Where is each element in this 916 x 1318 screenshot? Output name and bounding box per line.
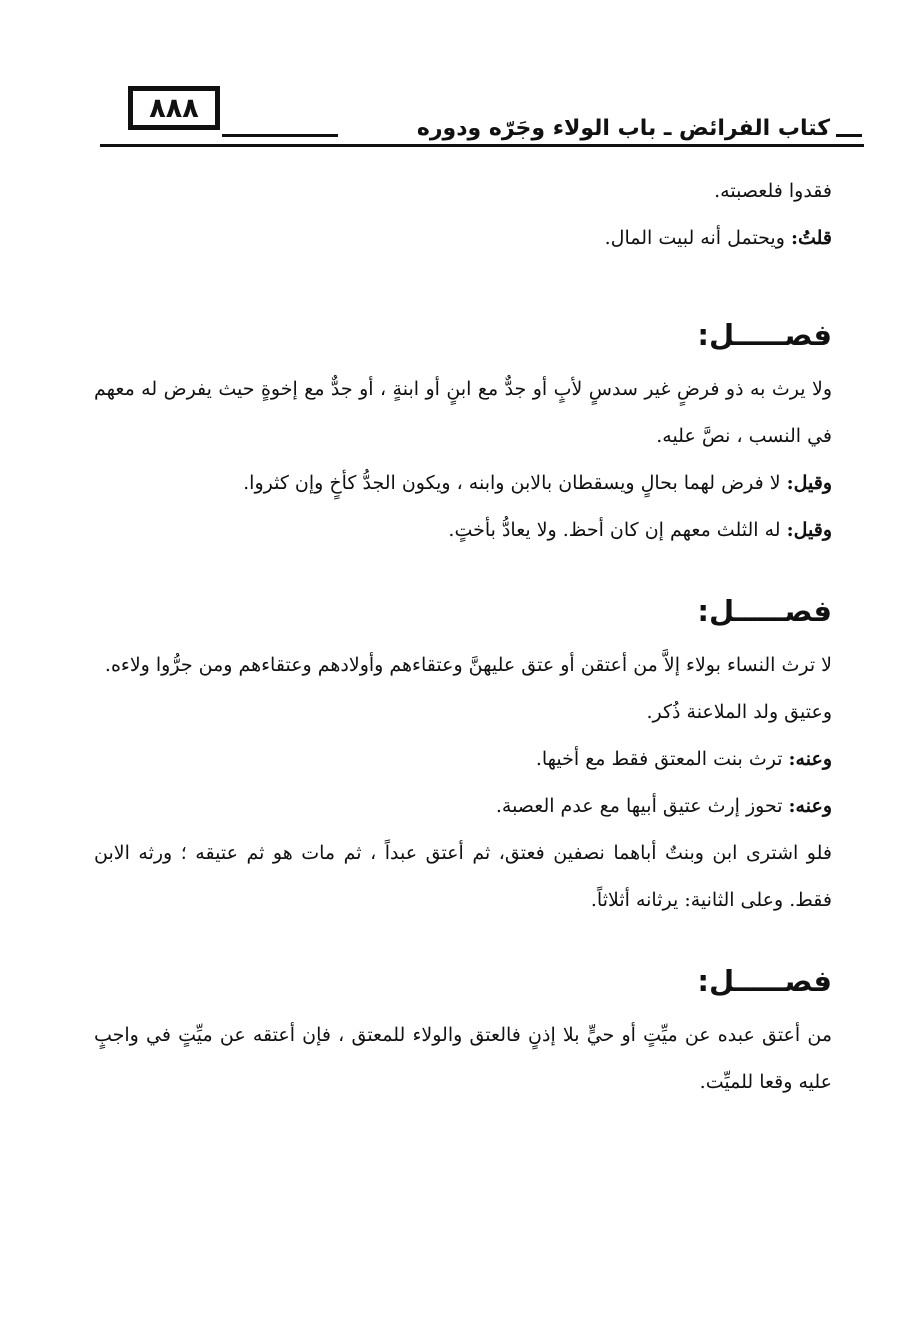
header-dash-left bbox=[222, 134, 338, 137]
paragraph-text: له الثلث معهم إن كان أحظ. ولا يعادُّ بأختٍ. bbox=[448, 519, 787, 541]
paragraph: لا ترث النساء بولاء إلاَّ من أعتقن أو عتق عليهنَّ وعتقاءهم وأولادهم وعتقاءهم ومن جرُّوا ولاءه. bbox=[104, 654, 832, 676]
paragraph-label: وعنه: bbox=[788, 748, 832, 770]
section-heading: فصـــــل: bbox=[697, 318, 832, 352]
paragraph-text: لا فرض لهما بحالٍ ويسقطان بالابن وابنه ، ويكون الجدُّ كأخٍ وإن كثروا. bbox=[243, 472, 787, 494]
paragraph: وعتيق ولد الملاعنة ذُكر. bbox=[646, 701, 832, 723]
paragraph-text: ويحتمل أنه لبيت المال. bbox=[604, 227, 791, 249]
page-body bbox=[94, 168, 832, 1106]
paragraph-label: وعنه: bbox=[788, 795, 832, 817]
paragraph-label: وقيل: bbox=[786, 472, 832, 494]
paragraph bbox=[94, 215, 832, 262]
header-dash-right bbox=[836, 134, 862, 137]
running-title: كتاب الفرائض ـ باب الولاء وجَرّه ودوره bbox=[413, 116, 834, 141]
paragraph: فقدوا فلعصبته. bbox=[714, 180, 832, 202]
paragraph bbox=[94, 507, 832, 554]
page-number: ٨٨٨ bbox=[128, 86, 220, 130]
paragraph: ولا يرث به ذو فرضٍ غير سدسٍ لأبٍ أو جدٌّ مع ابنٍ أو ابنةٍ ، أو جدٌّ مع إخوةٍ حيث يفرض له معهم في النسب ، نصَّ عليه. bbox=[94, 378, 832, 447]
paragraph-label: وقيل: bbox=[786, 519, 832, 541]
section-heading: فصـــــل: bbox=[697, 594, 832, 628]
paragraph-text: تحوز إرث عتيق أبيها مع عدم العصبة. bbox=[495, 795, 789, 817]
paragraph bbox=[94, 736, 832, 783]
paragraph bbox=[94, 460, 832, 507]
section-heading: فصـــــل: bbox=[697, 964, 832, 998]
paragraph-label: قلتُ: bbox=[790, 227, 832, 249]
paragraph: فلو اشترى ابن وبنتٌ أباهما نصفين فعتق، ثم أعتق عبداً ، ثم مات هو ثم عتيقه ؛ ورثه الابن فقط. وعلى الثانية: يرثانه أثلاثاً. bbox=[94, 842, 832, 911]
header-rule bbox=[100, 144, 864, 147]
paragraph-text: ترث بنت المعتق فقط مع أخيها. bbox=[535, 748, 789, 770]
paragraph bbox=[94, 783, 832, 830]
paragraph: من أعتق عبده عن ميِّتٍ أو حيٍّ بلا إذنٍ فالعتق والولاء للمعتق ، فإن أعتقه عن ميِّتٍ في واجبٍ عليه وقعا للميِّت. bbox=[94, 1024, 832, 1093]
